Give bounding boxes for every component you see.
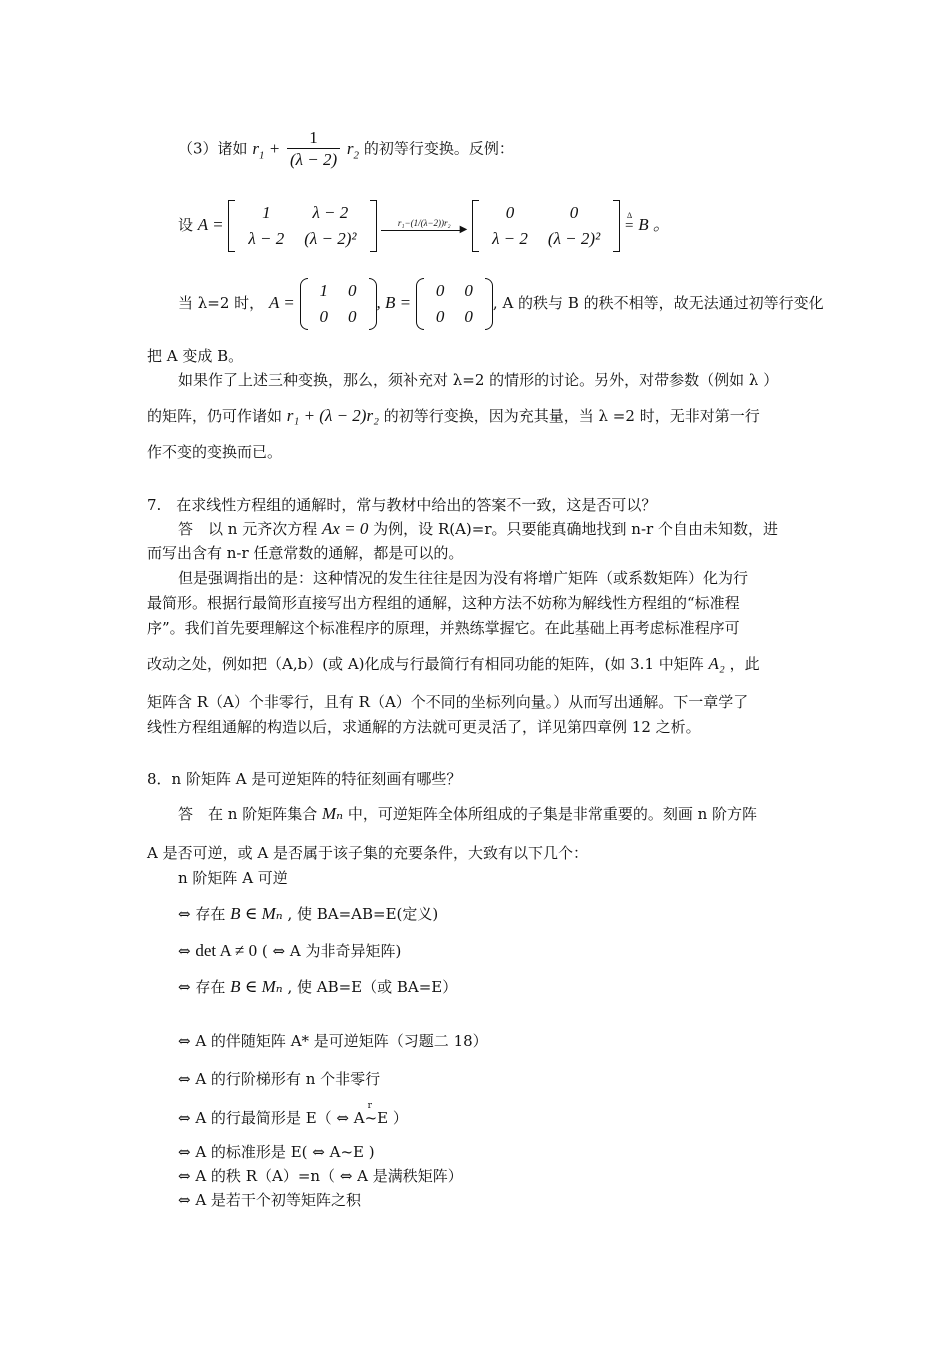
paragraph-line: 把 A 变成 B。	[147, 347, 244, 365]
paragraph-line: 线性方程组通解的构造以后，求通解的方法就可更灵活了，详见第四章例 12 之析。	[147, 718, 701, 736]
math-B: , B =	[376, 293, 412, 312]
cell: λ − 2	[492, 229, 528, 248]
fraction-denominator: (λ − 2)	[289, 150, 338, 169]
text: , 使 BA=AB=E(定义)	[287, 905, 439, 923]
text: 的初等行变换。反例：	[363, 139, 514, 158]
paragraph-line: 而写出含有 n-r 任意常数的通解，都是可以的。	[147, 544, 464, 562]
math-r1: $r_1$ +	[252, 138, 281, 161]
math-A: A =	[197, 215, 224, 234]
paragraph-line: 但是强调指出的是：这种情况的发生往往是因为没有将增广矩阵（或系数矩阵）化为行	[178, 569, 749, 587]
text: ⇔ 存在	[178, 978, 226, 996]
text: ，此	[729, 655, 760, 673]
cell: 0	[435, 307, 445, 326]
tilde: ~	[364, 1109, 378, 1127]
paragraph-line: 如果作了上述三种变换，那么，须补充对 λ=2 的情形的讨论。另外，对带参数（例如 λ ）	[178, 371, 779, 389]
math-expression: r₁ + (λ − 2)r₂	[286, 406, 379, 425]
paragraph-line	[147, 404, 812, 428]
text: ⇔ 存在	[178, 905, 226, 923]
math-expression: B ∈ Mₙ	[230, 904, 283, 923]
defined-equal: Δ =	[624, 211, 634, 234]
paragraph-line	[178, 802, 818, 826]
text: （3）诸如	[178, 139, 248, 158]
cell: 0	[319, 307, 329, 326]
matrix-1	[228, 200, 376, 252]
cell: 0	[464, 281, 473, 300]
math-A: A =	[268, 293, 295, 312]
question-8-title: 8．n 阶矩阵 A 是可逆矩阵的特征刻画有哪些？	[147, 770, 462, 788]
text: 当 λ=2 时，	[178, 294, 265, 312]
cell: λ − 2	[248, 229, 285, 248]
text: 改动之处，例如把（A,b）(或 A)化成与行最简行有相同功能的矩阵，(如 3.1 中矩阵	[147, 655, 704, 673]
condition-4: ⇔ A 的伴随矩阵 A* 是可逆矩阵（习题二 18）	[178, 1032, 488, 1050]
cell: 1	[319, 281, 329, 300]
paragraph-line	[178, 517, 818, 541]
row-equivalent-symbol	[364, 1101, 378, 1130]
part3-line3	[178, 278, 824, 330]
paragraph-line: 最简形。根据行最简形直接写出方程组的通解，这种方法不妨称为解线性方程组的“标准程	[147, 594, 740, 612]
arrow-label: r₁−(1/(λ−2))r₂	[397, 218, 451, 228]
text: 为例，设 R(A)=r。只要能真确地找到 n-r 个自由未知数，进	[373, 520, 778, 538]
condition-9: ⇔ A 是若干个初等矩阵之积	[178, 1191, 361, 1209]
paragraph-line: A 是否可逆，或 A 是否属于该子集的充要条件，大致有以下几个：	[147, 844, 588, 862]
math-r2: $r_2$	[346, 138, 360, 161]
text: , A 的秩与 B 的秩不相等，故无法通过初等行变化	[492, 294, 824, 312]
text: , 使 AB=E（或 BA=E）	[287, 978, 458, 996]
math-expression: det A ≠ 0	[195, 941, 258, 960]
condition-3	[178, 975, 818, 999]
part3-line1	[178, 128, 818, 171]
paragraph-line: n 阶矩阵 A 可逆	[178, 869, 288, 887]
transform-arrow: r₁−(1/(λ−2))r₂ ▶	[381, 211, 467, 241]
fraction-numerator: 1	[287, 128, 340, 149]
condition-1	[178, 902, 818, 926]
math-expression: Ax = 0	[321, 519, 369, 538]
condition-8: ⇔ A 的秩 R（A）=n（ ⇔ A 是满秩矩阵）	[178, 1167, 463, 1185]
text: 答 以 n 元齐次方程	[178, 520, 318, 538]
matrix-B	[416, 278, 493, 330]
condition-7: ⇔ A 的标准形是 E( ⇔ A~E )	[178, 1143, 375, 1161]
condition-6	[178, 1101, 818, 1130]
text: ⇔ A 的行最简形是 E（ ⇔ A	[178, 1109, 365, 1127]
cell: 0	[435, 281, 445, 300]
condition-5: ⇔ A 的行阶梯形有 n 个非零行	[178, 1070, 381, 1088]
matrix-2	[472, 200, 620, 252]
cell: 0	[569, 203, 579, 222]
matrix-A	[300, 278, 377, 330]
text: E ）	[377, 1109, 408, 1127]
cell: 1	[262, 203, 271, 222]
paragraph-line: 矩阵含 R（A）个非零行，且有 R（A）个不同的坐标列向量。）从而写出通解。下一章学了	[147, 693, 749, 711]
cell: 0	[348, 281, 357, 300]
cell: 0	[348, 307, 357, 326]
math-expression: B ∈ Mₙ	[230, 977, 283, 996]
text: 设	[178, 216, 194, 234]
cell: (λ − 2)²	[547, 229, 601, 248]
paragraph-line: 序”。我们首先要理解这个标准程序的原理，并熟练掌握它。在此基础上再考虑标准程序可	[147, 619, 740, 637]
paragraph-line: 作不变的变换而已。	[147, 443, 283, 461]
part3-line2	[178, 200, 818, 252]
text: 答 在 n 阶矩阵集合	[178, 805, 318, 823]
text: ⇔	[178, 942, 191, 960]
paragraph-line	[147, 652, 812, 676]
condition-2	[178, 939, 818, 963]
math-B: B 。	[638, 215, 670, 234]
math-expression: Mₙ	[321, 804, 344, 823]
cell: (λ − 2)²	[304, 229, 357, 248]
cell: 0	[464, 307, 473, 326]
text: 的初等行变换，因为充其量，当 λ =2 时，无非对第一行	[383, 407, 760, 425]
tilde-label: r	[367, 1101, 372, 1111]
text: 中，可逆矩阵全体所组成的子集是非常重要的。刻画 n 阶方阵	[347, 805, 758, 823]
fraction	[287, 128, 340, 171]
cell: λ − 2	[312, 203, 349, 222]
math-expression: A₂	[708, 654, 725, 673]
question-7-title: 7. 在求线性方程组的通解时，常与教材中给出的答案不一致，这是否可以？	[147, 496, 657, 514]
text: 的矩阵，仍可作诸如	[147, 407, 283, 425]
cell: 0	[505, 203, 515, 222]
text: ( ⇔ A 为非奇异矩阵)	[261, 942, 402, 960]
